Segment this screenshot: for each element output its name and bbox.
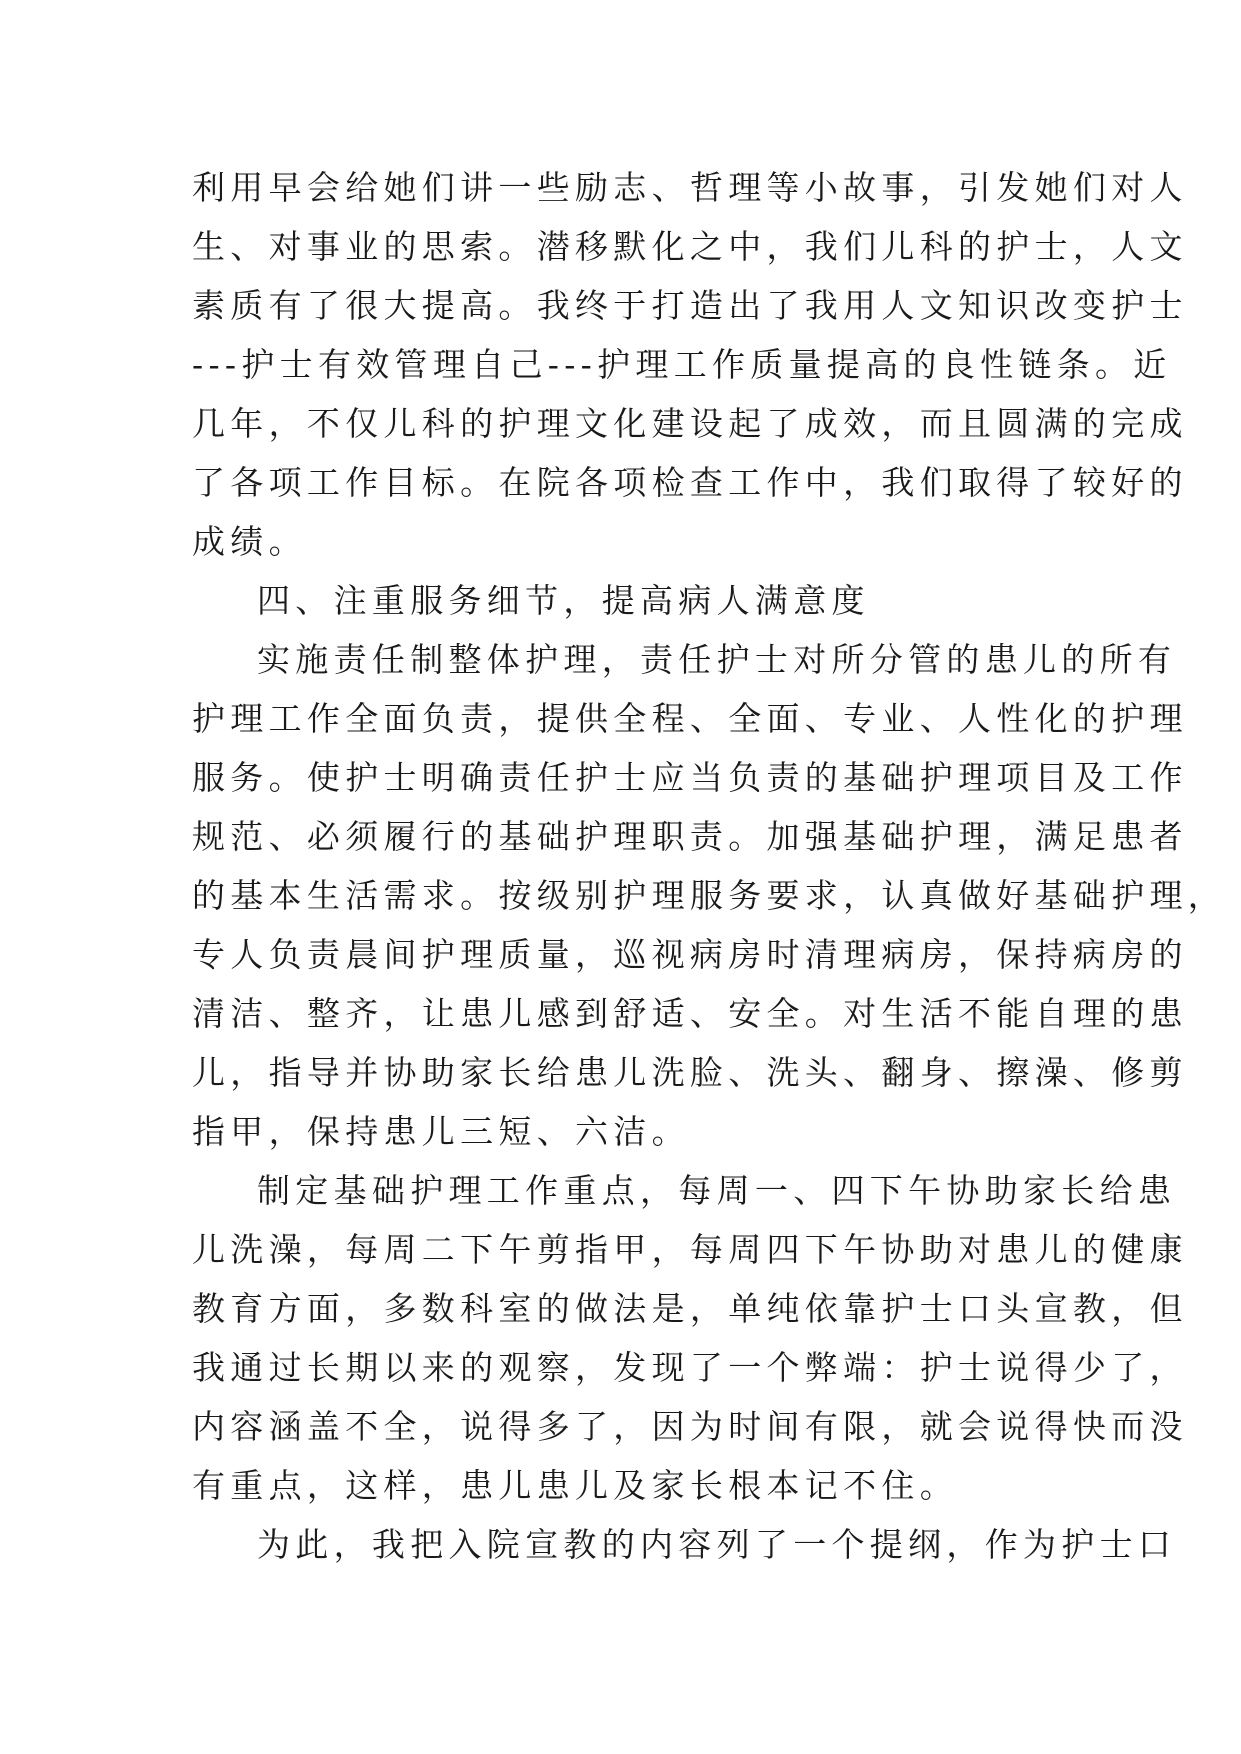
text-line: 生、对事业的思索。潜移默化之中，我们儿科的护士，人文 — [192, 227, 1188, 266]
text-line: 成绩。 — [192, 522, 307, 561]
text-line: 的基本生活需求。按级别护理服务要求，认真做好基础护理， — [192, 876, 1227, 915]
text-line: 儿，指导并协助家长给患儿洗脸、洗头、翻身、擦澡、修剪 — [192, 1053, 1188, 1092]
text-line: 指甲，保持患儿三短、六洁。 — [192, 1112, 690, 1151]
text-line: 我通过长期以来的观察，发现了一个弊端：护士说得少了， — [192, 1348, 1188, 1387]
paragraph-first-line: 制定基础护理工作重点，每周一、四下午协助家长给患 — [257, 1171, 1177, 1210]
paragraph-first-line: 为此，我把入院宣教的内容列了一个提纲，作为护士口 — [257, 1525, 1177, 1564]
text-line: 利用早会给她们讲一些励志、哲理等小故事，引发她们对人 — [192, 168, 1188, 207]
text-line: 几年，不仅儿科的护理文化建设起了成效，而且圆满的完成 — [192, 404, 1188, 443]
text-line: 清洁、整齐，让患儿感到舒适、安全。对生活不能自理的患 — [192, 994, 1188, 1033]
text-line: 教育方面，多数科室的做法是，单纯依靠护士口头宣教，但 — [192, 1289, 1188, 1328]
text-line: 服务。使护士明确责任护士应当负责的基础护理项目及工作 — [192, 758, 1188, 797]
text-line: 专人负责晨间护理质量，巡视病房时清理病房，保持病房的 — [192, 935, 1188, 974]
text-line: ---护士有效管理自己---护理工作质量提高的良性链条。近 — [192, 345, 1172, 384]
paragraph-first-line: 实施责任制整体护理，责任护士对所分管的患儿的所有 — [257, 640, 1177, 679]
text-line: 素质有了很大提高。我终于打造出了我用人文知识改变护士 — [192, 286, 1188, 325]
text-line: 内容涵盖不全，说得多了，因为时间有限，就会说得快而没 — [192, 1407, 1188, 1446]
text-line: 规范、必须履行的基础护理职责。加强基础护理，满足患者 — [192, 817, 1188, 856]
text-line: 了各项工作目标。在院各项检查工作中，我们取得了较好的 — [192, 463, 1188, 502]
text-line: 有重点，这样，患儿患儿及家长根本记不住。 — [192, 1466, 958, 1505]
body-text — [192, 158, 1227, 1574]
text-line: 儿洗澡，每周二下午剪指甲，每周四下午协助对患儿的健康 — [192, 1230, 1188, 1269]
text-line: 护理工作全面负责，提供全程、全面、专业、人性化的护理 — [192, 699, 1188, 738]
section-heading: 四、注重服务细节，提高病人满意度 — [257, 581, 870, 620]
